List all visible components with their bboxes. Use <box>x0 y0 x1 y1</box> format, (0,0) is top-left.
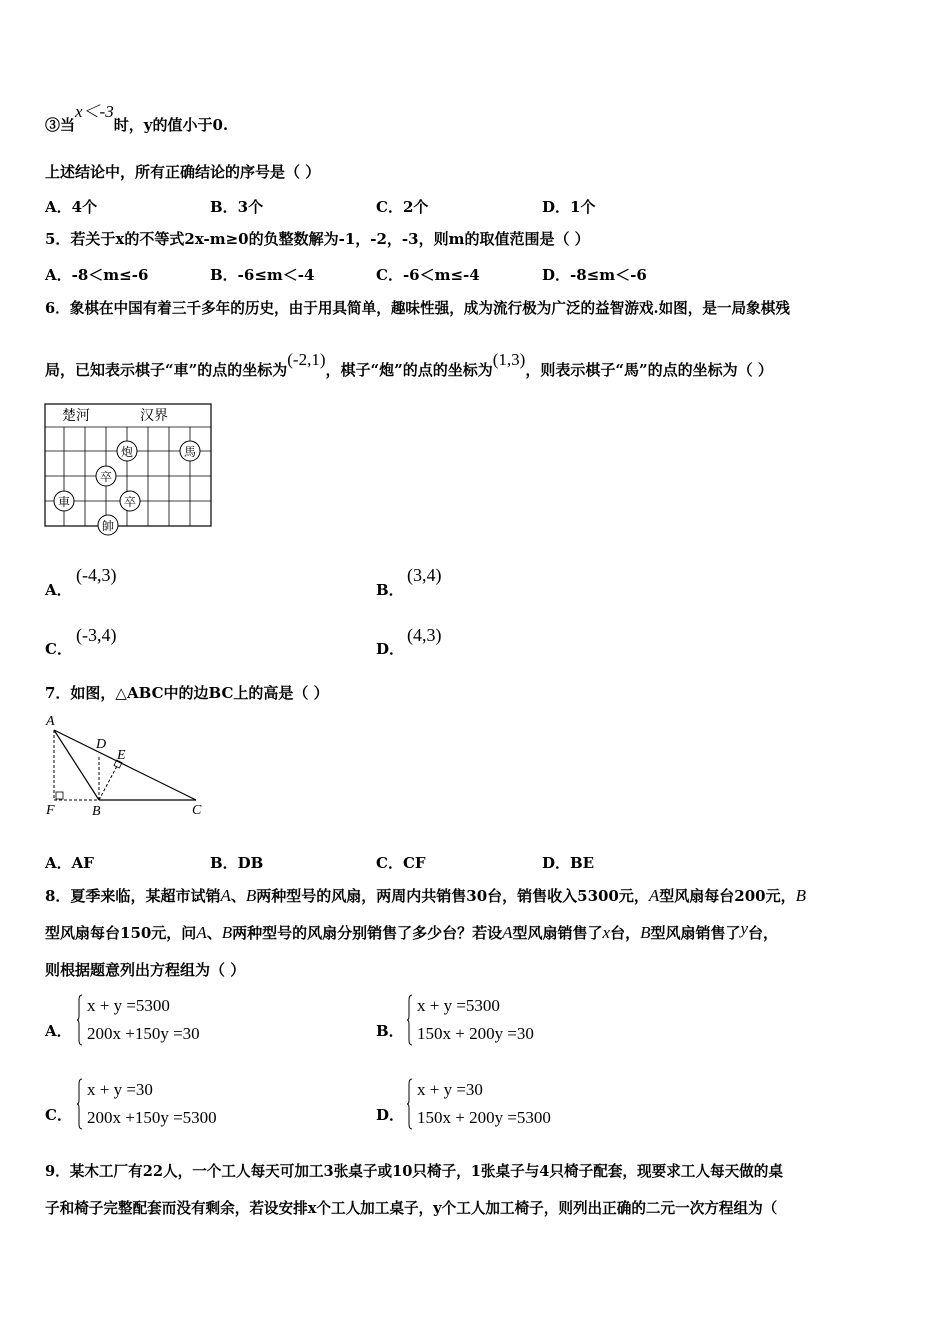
q8-d-eq1: x + y =30 <box>417 1080 483 1099</box>
segment-be <box>99 766 117 800</box>
q8-line1-var-b: B <box>245 886 257 905</box>
right-angle-f <box>56 792 63 799</box>
piece-che-label: 車 <box>57 495 71 509</box>
q6-line2-part-a: 局，已知表示棋子“車”的点的坐标为 <box>45 361 288 379</box>
q8-option-c-label[interactable]: C． <box>45 1106 72 1124</box>
q7-stem: 7．如图，△ABC中的边BC上的高是（ ） <box>45 684 329 702</box>
piece-zu-2-label: 卒 <box>123 495 137 509</box>
q8-line2-d: 台， <box>610 924 641 942</box>
brace-icon <box>407 1078 413 1130</box>
q8-line3: 则根据题意列出方程组为（ ） <box>45 961 246 979</box>
q8-line2-var-x: x <box>602 923 611 942</box>
brace-icon <box>407 994 413 1046</box>
q8-b-eq1: x + y =5300 <box>417 996 500 1015</box>
q8-line2-e: 型风扇销售了 <box>650 924 741 942</box>
q9-line1: 9．某木工厂有22人，一个工人每天可加工3张桌子或10只椅子，1张桌子与4只椅子配套，现要求工人每天做的桌 <box>45 1163 783 1180</box>
q5-stem: 5．若关于x的不等式2x-m≥0的负整数解为-1，-2，-3，则m的取值范围是（ ） <box>45 230 590 248</box>
q8-line1-var-a2: A <box>648 886 660 905</box>
piece-shuai-label: 帥 <box>101 519 115 533</box>
q8-a-eq2: 200x +150y =30 <box>87 1024 200 1043</box>
label-e: E <box>117 748 126 763</box>
q8-option-d-label[interactable]: D． <box>376 1106 405 1124</box>
q8-d-eq2: 150x + 200y =5300 <box>417 1108 551 1127</box>
brace-icon <box>77 1078 83 1130</box>
piece-ma <box>180 441 200 461</box>
q8-line2-var-a2: A <box>502 923 513 942</box>
label-a: A <box>46 714 55 729</box>
piece-zu-1-label: 卒 <box>99 470 113 484</box>
q6-option-b-value[interactable]: (3,4) <box>407 565 442 585</box>
q8-option-b-system[interactable] <box>407 992 534 1048</box>
q8-line2-var-b: B <box>221 923 233 942</box>
q5-option-c[interactable]: C．-6＜m≤-4 <box>376 266 480 284</box>
q4-option-b[interactable]: B．3个 <box>210 198 264 216</box>
q6-pao-coord: (1,3) <box>492 350 526 369</box>
triangle-figure <box>44 710 214 822</box>
q8-line2-a: 型风扇每台150元，问 <box>45 924 197 942</box>
q4-item3-prefix: ③当 <box>45 116 76 134</box>
q4-option-a[interactable]: A．4个 <box>45 198 98 216</box>
q6-option-b-label[interactable]: B． <box>376 581 404 599</box>
label-f: F <box>46 803 55 818</box>
q7-option-c[interactable]: C．CF <box>376 854 426 872</box>
q8-line2-var-y: y <box>740 919 749 938</box>
q8-option-d-system[interactable] <box>407 1076 551 1132</box>
q6-line2-part-c: ，则表示棋子“馬”的点的坐标为（ ） <box>525 361 773 379</box>
q8-line1-a: 8．夏季来临，某超市试销 <box>45 887 221 905</box>
q6-option-d-value[interactable]: (4,3) <box>407 625 442 645</box>
q4-item3-suffix: 时，y的值小于0. <box>113 116 229 134</box>
q4-stem: 上述结论中，所有正确结论的序号是（ ） <box>45 163 321 181</box>
piece-ma-label: 馬 <box>183 445 197 459</box>
q8-line1 <box>45 886 806 906</box>
q4-option-c[interactable]: C．2个 <box>376 198 429 216</box>
q8-line2-f: 台， <box>748 924 779 942</box>
q6-option-c-value[interactable]: (-3,4) <box>76 625 117 645</box>
q8-b-eq2: 150x + 200y =30 <box>417 1024 534 1043</box>
q8-line1-b: 两种型号的风扇，两周内共销售30台，销售收入5300元， <box>256 887 649 905</box>
q5-option-d[interactable]: D．-8≤m＜-6 <box>542 266 647 284</box>
q6-line2 <box>45 350 773 380</box>
q8-line1-sep: 、 <box>230 887 246 905</box>
q8-a-eq1: x + y =5300 <box>87 996 170 1015</box>
chess-board-figure <box>44 403 216 538</box>
board-header-left: 楚河 <box>62 409 90 424</box>
q4-item3 <box>45 102 229 135</box>
q5-option-b[interactable]: B．-6≤m＜-4 <box>210 266 315 284</box>
q8-option-c-system[interactable] <box>77 1076 217 1132</box>
q6-che-coord: (-2,1) <box>287 350 326 369</box>
brace-icon <box>77 994 83 1046</box>
q6-option-a-label[interactable]: A． <box>45 581 72 599</box>
q8-line1-c: 型风扇每台200元， <box>659 887 796 905</box>
q8-c-eq1: x + y =30 <box>87 1080 153 1099</box>
q6-option-a-value[interactable]: (-4,3) <box>76 565 117 585</box>
q8-line2-var-b2: B <box>640 923 651 942</box>
piece-che <box>54 491 74 511</box>
board-header-right: 汉界 <box>140 409 168 424</box>
q6-line1: 6．象棋在中国有着三千多年的历史，由于用具简单，趣味性强，成为流行极为广泛的益智游戏.如图，是一局象棋残 <box>45 300 790 317</box>
q8-line2 <box>45 919 779 943</box>
q5-option-a[interactable]: A．-8＜m≤-6 <box>45 266 149 284</box>
q9-line2: 子和椅子完整配套而没有剩余，若设安排x个工人加工桌子，y个工人加工椅子，则列出正确的二元一次方程组为（ <box>45 1200 778 1217</box>
q6-option-c-label[interactable]: C． <box>45 640 72 658</box>
label-b: B <box>92 804 101 819</box>
q7-option-b[interactable]: B．DB <box>210 854 264 872</box>
q8-c-eq2: 200x +150y =5300 <box>87 1108 217 1127</box>
piece-shuai <box>98 515 118 535</box>
q4-option-d[interactable]: D．1个 <box>542 198 596 216</box>
q7-option-a[interactable]: A．AF <box>45 854 94 872</box>
q8-line2-sep: 、 <box>206 924 222 942</box>
segment-ac <box>54 730 196 800</box>
q8-line1-var-b2: B <box>795 886 806 905</box>
q8-line2-c: 型风扇销售了 <box>512 924 603 942</box>
q7-option-d[interactable]: D．BE <box>542 854 595 872</box>
q8-option-a-system[interactable] <box>77 992 200 1048</box>
q4-item3-condition: x＜-3 <box>75 102 114 121</box>
q6-option-d-label[interactable]: D． <box>376 640 405 658</box>
piece-pao-label: 炮 <box>120 445 134 459</box>
q8-line2-var-a: A <box>196 923 207 942</box>
q8-line1-var-a: A <box>220 886 231 905</box>
piece-pao <box>117 441 137 461</box>
q8-option-b-label[interactable]: B． <box>376 1022 404 1040</box>
label-d: D <box>96 737 107 752</box>
piece-zu-2 <box>120 491 140 511</box>
piece-zu-1 <box>96 466 116 486</box>
q8-option-a-label[interactable]: A． <box>45 1022 72 1040</box>
label-c: C <box>192 803 202 818</box>
q8-line2-b: 两种型号的风扇分别销售了多少台？若设 <box>232 924 503 942</box>
q6-line2-part-b: ，棋子“炮”的点的坐标为 <box>325 361 493 379</box>
